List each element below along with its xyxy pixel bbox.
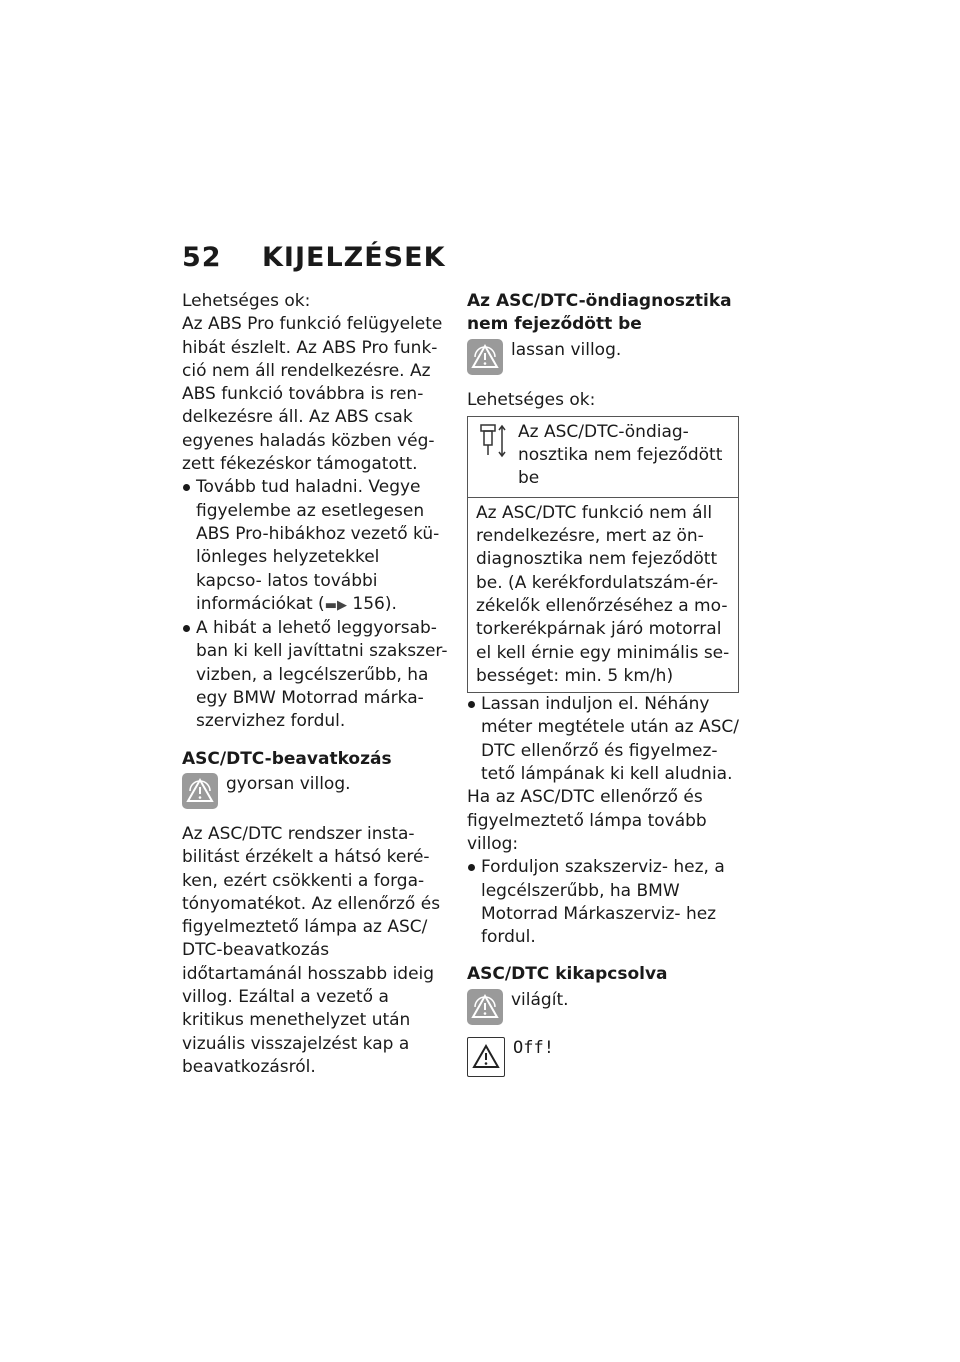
asc-intervention-title: ASC/DTC-beavatkozás — [182, 748, 392, 769]
page-number: 52 — [182, 242, 222, 273]
bullet-continue: Tovább tud haladni. Vegye figyelembe az esetlegesen ABS Pro-hibákhoz vezető kü- lönleges helyzetekkel kapcso- latos további információkat (▬▶ 156). — [182, 476, 450, 617]
right-column — [467, 290, 739, 1077]
off-display-text: Off! — [513, 1037, 554, 1058]
asc-warning-light-icon — [182, 773, 218, 809]
selfdiag-info-table — [467, 416, 739, 693]
asc-indicator-status: gyorsan villog. — [226, 773, 351, 794]
table-body-cell: Az ASC/DTC funkció nem áll rendelkezésre, mert az ön- diagnosztika nem fejeződött be. (A kerékfordulatszám-ér- zékelők ellenőrzéséhez a mo- torkerékpárnak járó motorral el kell érnie egy minimális se- bességet: min. 5 km/h) — [476, 502, 730, 686]
asc-off-title: ASC/DTC kikapcsolva — [467, 964, 668, 985]
bullet-continue-text: Tovább tud haladni. Vegye figyelembe az esetlegesen ABS Pro-hibákhoz vezető kü- lönleges helyzetekkel kapcso- latos további információkat — [196, 477, 440, 614]
table-header-row — [468, 417, 738, 498]
bullet-ride-slowly: Lassan induljon el. Néhány méter megtétele után az ASC/ DTC ellenőrző és figyelmez- tető lámpának ki kell aludnia. — [467, 693, 739, 786]
abs-paragraph: Az ABS Pro funkció felügyelete hibát észlelt. Az ABS Pro funk- ció nem áll rendelkezésre. Az ABS funkció továbbra is ren- delkezésre áll. Az ABS csak egyenes haladás közben vég- zett fékezéskor támogatott. — [182, 314, 443, 475]
asc-indicator-row — [182, 773, 450, 809]
asc-warning-light-icon — [467, 339, 503, 375]
left-column — [182, 290, 450, 1079]
off-display-row — [467, 1037, 739, 1077]
asc-off-indicator-status: világít. — [511, 989, 569, 1010]
asc-off-indicator-row — [467, 989, 739, 1025]
bullet-workshop: Forduljon szakszerviz- hez, a legcélszerűbb, ha BMW Motorrad Márkaszerviz- hez fordul. — [467, 856, 739, 949]
still-flashing-text: Ha az ASC/DTC ellenőrző és figyelmeztető lámpa tovább villog: — [467, 787, 707, 854]
table-header-text: Az ASC/DTC-öndiag- nosztika nem fejeződött be — [518, 421, 723, 489]
wheel-speed-sensor-icon — [476, 421, 512, 491]
page-reference[interactable]: 156). — [352, 593, 397, 614]
possible-cause-label: Lehetséges ok: — [182, 291, 311, 311]
selfdiag-indicator-row — [467, 339, 739, 375]
page-reference-arrow-icon: ▬▶ — [324, 597, 347, 613]
general-warning-icon — [467, 1037, 505, 1077]
page-title: KIJELZÉSEK — [262, 242, 446, 273]
page-header — [182, 242, 446, 273]
selfdiag-indicator-status: lassan villog. — [511, 339, 622, 360]
bullet-repair: A hibát a lehető leggyorsab- ban ki kell javíttatni szakszer- vizben, a legcélszerűbb, ha egy BMW Motorrad márka- szervizhez fordul. — [182, 617, 450, 733]
possible-cause-label: Lehetséges ok: — [467, 389, 596, 410]
asc-paragraph: Az ASC/DTC rendszer insta- bilitást érzékelt a hátsó keré- ken, ezért csökkenti a forga- tónyomatékot. Az ellenőrző és figyelmeztető lámpa az ASC/ DTC-beavatkozás időtartamánál hosszabb ideig villog. Ezáltal a vezető a kritikus menethelyzet után vizuális visszajelzést kap a beavatkozásról. — [182, 823, 441, 1077]
selfdiag-title: Az ASC/DTC-öndiagnosztika nem fejeződött be — [467, 291, 732, 335]
asc-off-warning-light-icon — [467, 989, 503, 1025]
